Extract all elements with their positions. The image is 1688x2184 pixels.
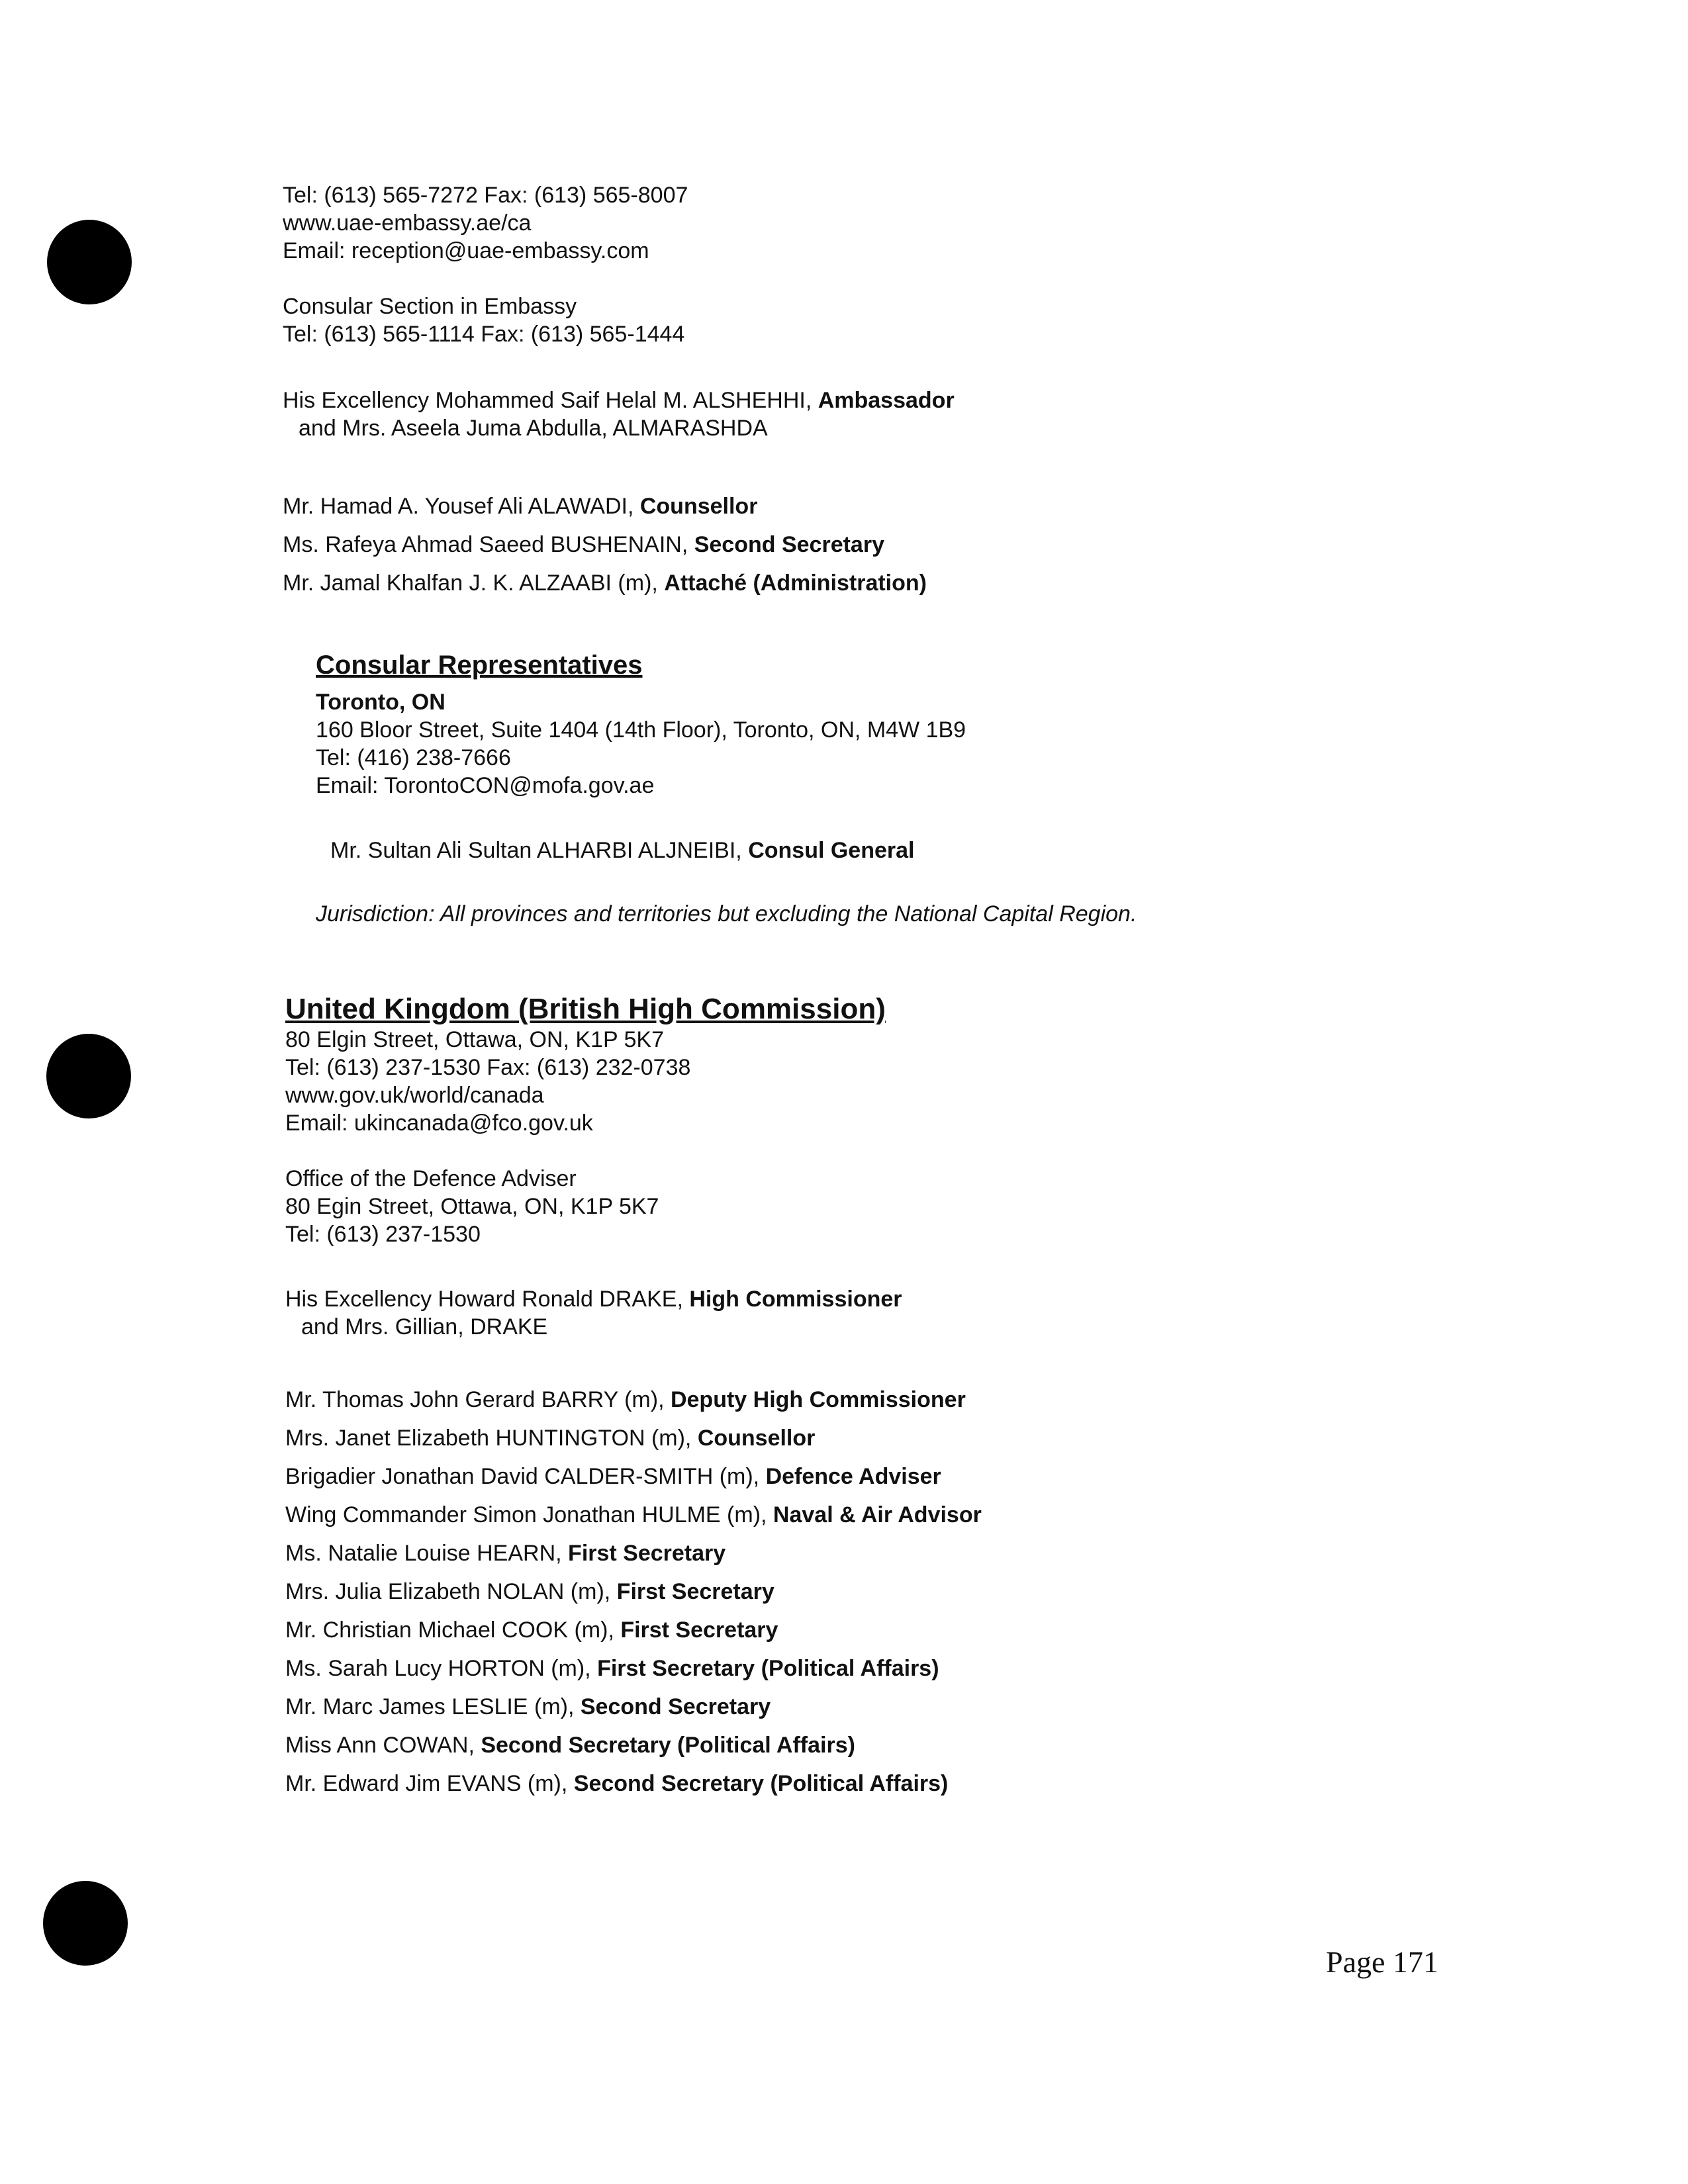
person-title: First Secretary (Political Affairs) <box>597 1656 939 1681</box>
page-number: Page 171 <box>1326 1945 1438 1979</box>
staff-entry <box>285 1764 982 1803</box>
uae-consular-section-label: Consular Section in Embassy <box>283 294 577 319</box>
person-name: Mr. Sultan Ali Sultan ALHARBI ALJNEIBI, <box>330 838 749 863</box>
staff-entry <box>285 1726 982 1764</box>
uk-staff-list <box>285 1381 982 1803</box>
person-name: Wing Commander Simon Jonathan HULME (m), <box>285 1502 773 1527</box>
person-name: Ms. Natalie Louise HEARN, <box>285 1541 569 1566</box>
staff-entry <box>283 564 955 602</box>
uk-high-commission-section <box>285 993 982 1803</box>
binder-hole <box>47 220 132 304</box>
person-title: Defence Adviser <box>765 1464 941 1489</box>
person-title: High Commissioner <box>689 1287 902 1312</box>
staff-entry <box>283 525 955 564</box>
uk-head-of-mission <box>285 1285 982 1313</box>
uae-staff-list <box>283 487 955 602</box>
person-title: First Secretary <box>620 1617 778 1643</box>
person-title: Ambassador <box>818 388 955 413</box>
person-title: Second Secretary (Political Affairs) <box>573 1771 949 1796</box>
person-name: Mrs. Julia Elizabeth NOLAN (m), <box>285 1579 617 1604</box>
staff-entry <box>285 1572 982 1611</box>
person-name: Ms. Rafeya Ahmad Saeed BUSHENAIN, <box>283 532 694 557</box>
staff-entry <box>283 487 955 525</box>
consul-general-entry <box>316 837 1137 864</box>
person-title: Second Secretary <box>580 1694 771 1719</box>
person-name: Mr. Edward Jim EVANS (m), <box>285 1771 574 1796</box>
person-name: Ms. Sarah Lucy HORTON (m), <box>285 1656 598 1681</box>
person-title: Second Secretary <box>694 532 884 557</box>
person-title: First Secretary <box>616 1579 774 1604</box>
uae-contact-tel: Tel: (613) 565-7272 Fax: (613) 565-8007 <box>283 183 688 208</box>
person-name: Brigadier Jonathan David CALDER-SMITH (m), <box>285 1464 766 1489</box>
consulate-email: Email: TorontoCON@mofa.gov.ae <box>316 773 655 798</box>
section-heading: Consular Representatives <box>316 651 643 680</box>
person-title: Attaché (Administration) <box>664 570 927 596</box>
uk-contact-email: Email: ukincanada@fco.gov.uk <box>285 1111 593 1136</box>
uk-contact-tel: Tel: (613) 237-1530 Fax: (613) 232-0738 <box>285 1055 691 1080</box>
staff-entry <box>285 1457 982 1496</box>
staff-entry <box>285 1496 982 1534</box>
binder-hole <box>43 1881 128 1966</box>
country-heading: United Kingdom (British High Commission) <box>285 993 886 1025</box>
defence-office-tel: Tel: (613) 237-1530 <box>285 1222 481 1247</box>
staff-entry <box>285 1381 982 1419</box>
uk-contact-address: 80 Elgin Street, Ottawa, ON, K1P 5K7 <box>285 1027 665 1052</box>
person-title: Counsellor <box>639 494 758 519</box>
person-name: Mrs. Janet Elizabeth HUNTINGTON (m), <box>285 1426 698 1451</box>
uae-head-spouse: and Mrs. Aseela Juma Abdulla, ALMARASHDA <box>299 416 768 441</box>
consulate-address: 160 Bloor Street, Suite 1404 (14th Floor), Toronto, ON, M4W 1B9 <box>316 717 966 743</box>
staff-entry <box>285 1419 982 1457</box>
staff-entry <box>285 1534 982 1572</box>
staff-entry <box>285 1688 982 1726</box>
person-title: Consul General <box>748 838 915 863</box>
person-name: Mr. Jamal Khalfan J. K. ALZAABI (m), <box>283 570 665 596</box>
person-name: His Excellency Mohammed Saif Helal M. ALSHEHHI, <box>283 388 818 413</box>
uae-head-of-mission <box>283 387 955 414</box>
staff-entry <box>285 1611 982 1649</box>
person-name: Mr. Hamad A. Yousef Ali ALAWADI, <box>283 494 640 519</box>
consulate-city: Toronto, ON <box>316 690 445 715</box>
person-title: Second Secretary (Political Affairs) <box>481 1733 855 1758</box>
consulate-tel: Tel: (416) 238-7666 <box>316 745 511 770</box>
person-name: Mr. Thomas John Gerard BARRY (m), <box>285 1387 671 1412</box>
defence-office-address: 80 Egin Street, Ottawa, ON, K1P 5K7 <box>285 1194 659 1219</box>
person-title: Naval & Air Advisor <box>773 1502 982 1527</box>
uae-embassy-section <box>283 181 955 602</box>
consular-representatives-section <box>316 649 1137 928</box>
person-title: Counsellor <box>697 1426 816 1451</box>
staff-entry <box>285 1649 982 1688</box>
person-name: Miss Ann COWAN, <box>285 1733 481 1758</box>
jurisdiction-note: Jurisdiction: All provinces and territories but excluding the National Capital Region. <box>316 901 1137 927</box>
person-name: Mr. Marc James LESLIE (m), <box>285 1694 581 1719</box>
uk-head-spouse: and Mrs. Gillian, DRAKE <box>301 1314 548 1340</box>
person-title: Deputy High Commissioner <box>670 1387 966 1412</box>
uae-contact-website: www.uae-embassy.ae/ca <box>283 210 532 236</box>
person-title: First Secretary <box>568 1541 726 1566</box>
uae-contact-email: Email: reception@uae-embassy.com <box>283 238 649 263</box>
defence-office-label: Office of the Defence Adviser <box>285 1166 577 1191</box>
uk-contact-website: www.gov.uk/world/canada <box>285 1083 544 1108</box>
person-name: His Excellency Howard Ronald DRAKE, <box>285 1287 690 1312</box>
person-name: Mr. Christian Michael COOK (m), <box>285 1617 621 1643</box>
binder-hole <box>46 1034 131 1118</box>
uae-consular-section-tel: Tel: (613) 565-1114 Fax: (613) 565-1444 <box>283 322 685 347</box>
